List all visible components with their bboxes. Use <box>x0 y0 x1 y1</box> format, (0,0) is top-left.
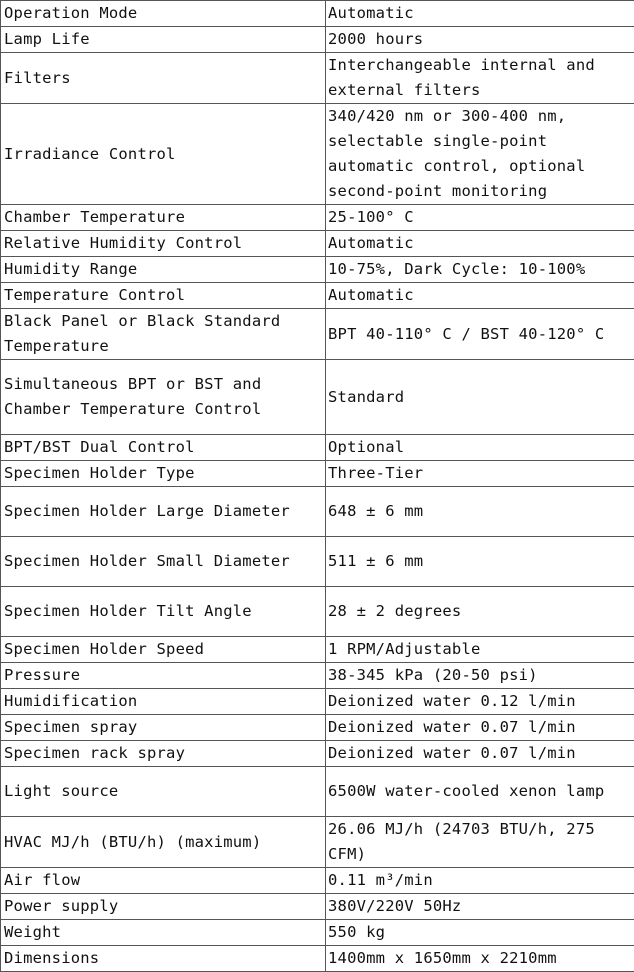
spec-value: Deionized water 0.07 l/min <box>326 741 634 767</box>
table-row <box>1 205 634 231</box>
spec-label: Power supply <box>1 894 326 920</box>
spec-value: Deionized water 0.07 l/min <box>326 715 634 741</box>
spec-value: Optional <box>326 435 634 461</box>
specifications-table-body <box>1 1 634 972</box>
spec-label: Filters <box>1 53 326 104</box>
table-row <box>1 946 634 972</box>
spec-label: Irradiance Control <box>1 104 326 205</box>
spec-value: 38-345 kPa (20-50 psi) <box>326 663 634 689</box>
spec-label: Dimensions <box>1 946 326 972</box>
table-row <box>1 257 634 283</box>
table-row <box>1 435 634 461</box>
spec-value: Automatic <box>326 1 634 27</box>
table-row <box>1 715 634 741</box>
table-row <box>1 767 634 817</box>
table-row <box>1 231 634 257</box>
spec-value: 340/420 nm or 300-400 nm, selectable single-point automatic control, optional second-point monitoring <box>326 104 634 205</box>
table-row <box>1 637 634 663</box>
spec-label: Pressure <box>1 663 326 689</box>
table-row <box>1 53 634 104</box>
table-row <box>1 487 634 537</box>
spec-label: Specimen Holder Type <box>1 461 326 487</box>
spec-value: BPT 40-110° C / BST 40-120° C <box>326 309 634 360</box>
table-row <box>1 360 634 435</box>
table-row <box>1 27 634 53</box>
spec-value: 2000 hours <box>326 27 634 53</box>
spec-label: Specimen Holder Tilt Angle <box>1 587 326 637</box>
spec-value: 6500W water-cooled xenon lamp <box>326 767 634 817</box>
spec-value: Interchangeable internal and external filters <box>326 53 634 104</box>
spec-label: Humidity Range <box>1 257 326 283</box>
table-row <box>1 587 634 637</box>
spec-label: HVAC MJ/h (BTU/h) (maximum) <box>1 817 326 868</box>
spec-value: 1400mm x 1650mm x 2210mm <box>326 946 634 972</box>
spec-label: Chamber Temperature <box>1 205 326 231</box>
spec-value: Standard <box>326 360 634 435</box>
spec-value: 648 ± 6 mm <box>326 487 634 537</box>
spec-label: Weight <box>1 920 326 946</box>
table-row <box>1 461 634 487</box>
spec-value: 28 ± 2 degrees <box>326 587 634 637</box>
spec-value: 1 RPM/Adjustable <box>326 637 634 663</box>
spec-value: Automatic <box>326 283 634 309</box>
spec-label: Humidification <box>1 689 326 715</box>
spec-value: Three-Tier <box>326 461 634 487</box>
table-row <box>1 689 634 715</box>
spec-value: Automatic <box>326 231 634 257</box>
table-row <box>1 663 634 689</box>
table-row <box>1 741 634 767</box>
spec-label: Operation Mode <box>1 1 326 27</box>
spec-label: Light source <box>1 767 326 817</box>
spec-value: 10-75%, Dark Cycle: 10-100% <box>326 257 634 283</box>
spec-label: Black Panel or Black Standard Temperature <box>1 309 326 360</box>
table-row <box>1 920 634 946</box>
spec-label: Relative Humidity Control <box>1 231 326 257</box>
spec-label: Temperature Control <box>1 283 326 309</box>
spec-label: BPT/BST Dual Control <box>1 435 326 461</box>
spec-label: Specimen spray <box>1 715 326 741</box>
table-row <box>1 104 634 205</box>
table-row <box>1 868 634 894</box>
spec-label: Simultaneous BPT or BST and Chamber Temperature Control <box>1 360 326 435</box>
spec-label: Lamp Life <box>1 27 326 53</box>
spec-label: Specimen Holder Large Diameter <box>1 487 326 537</box>
table-row <box>1 537 634 587</box>
spec-label: Specimen rack spray <box>1 741 326 767</box>
spec-value: 25-100° C <box>326 205 634 231</box>
table-row <box>1 1 634 27</box>
spec-label: Specimen Holder Small Diameter <box>1 537 326 587</box>
spec-value: 0.11 m³/min <box>326 868 634 894</box>
spec-value: 511 ± 6 mm <box>326 537 634 587</box>
table-row <box>1 894 634 920</box>
spec-label: Specimen Holder Speed <box>1 637 326 663</box>
table-row <box>1 309 634 360</box>
table-row <box>1 283 634 309</box>
spec-value: 550 kg <box>326 920 634 946</box>
spec-value: 380V/220V 50Hz <box>326 894 634 920</box>
table-row <box>1 817 634 868</box>
spec-label: Air flow <box>1 868 326 894</box>
spec-value: Deionized water 0.12 l/min <box>326 689 634 715</box>
spec-value: 26.06 MJ/h (24703 BTU/h, 275 CFM) <box>326 817 634 868</box>
